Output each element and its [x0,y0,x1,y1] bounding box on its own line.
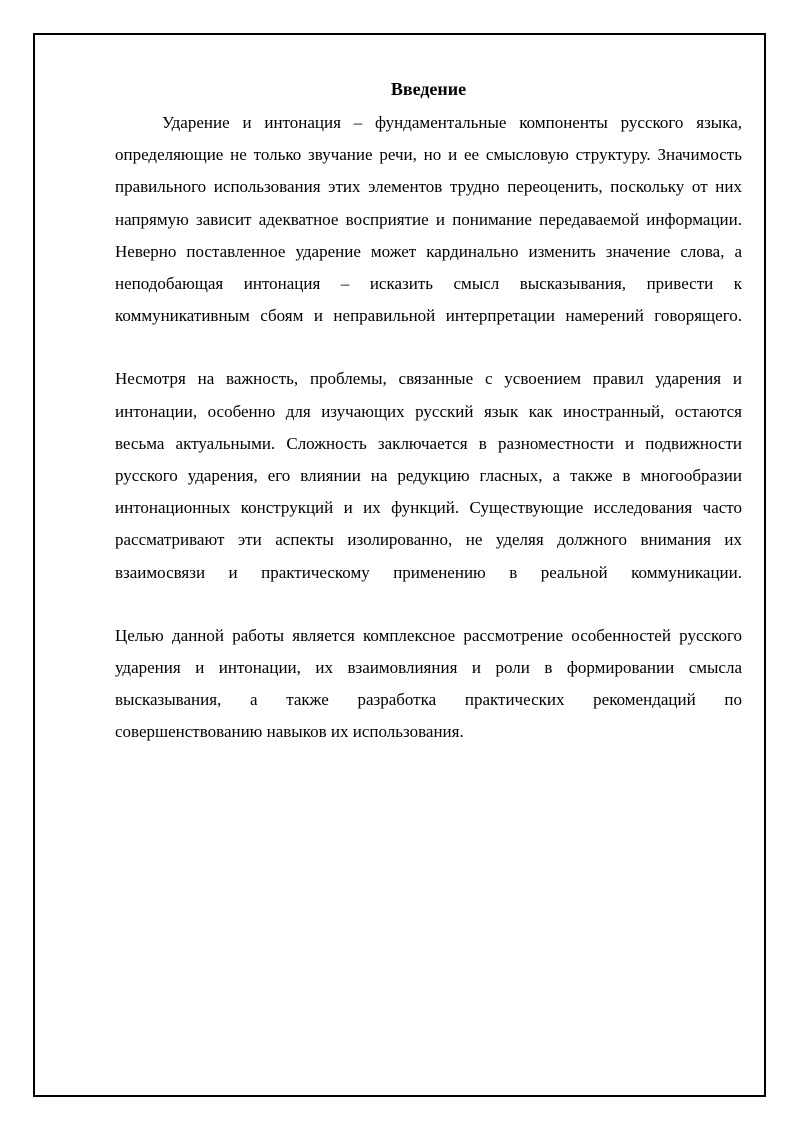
document-title: Введение [390,79,467,99]
document-body [115,74,742,749]
paragraph-1: Ударение и интонация – фундаментальные компоненты русского языка, определяющие не только звучание речи, но и ее смысловую структуру. Значимость правильного использования этих элементов трудно переоценить, поскольку от них напрямую зависит адекватное восприятие и понимание передаваемой информации. Неверно поставленное ударение может кардинально изменить значение слова, а неподобающая интонация – исказить смысл высказывания, привести к коммуникативным сбоям и неправильной интерпретации намерений говорящего. [115,113,742,326]
paragraph-3: Целью данной работы является комплексное рассмотрение особенностей русского ударения и интонации, их взаимовлияния и роли в формировании смысла высказывания, а также разработка практических рекомендаций по совершенствованию навыков их использования. [115,625,742,742]
paragraph-2: Несмотря на важность, проблемы, связанные с усвоением правил ударения и интонации, особенно для изучающих русский язык как иностранный, остаются весьма актуальными. Сложность заключается в разноместности и подвижности русского ударения, его влиянии на редукцию гласных, а также в многообразии интонационных конструкций и их функций. Существующие исследования часто рассматривают эти аспекты изолированно, не уделяя должного внимания их взаимосвязи и практическому применению в реальной коммуникации. [115,369,742,582]
